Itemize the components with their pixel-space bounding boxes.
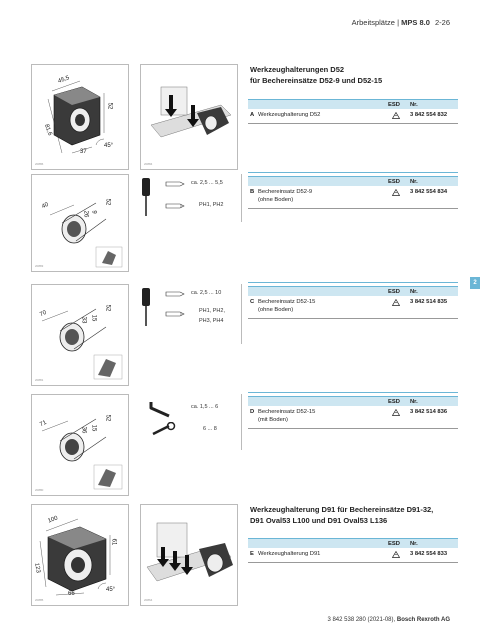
table-a-header bbox=[248, 99, 458, 109]
page-header bbox=[352, 18, 450, 27]
dim-b-length: 40 bbox=[41, 201, 50, 211]
drawing-b-dimensioned bbox=[31, 174, 129, 272]
dim-e-depth: 66 bbox=[68, 591, 75, 597]
header-sep: | bbox=[397, 18, 400, 27]
dim-c-outer: 33 bbox=[80, 316, 87, 324]
drawing-e-mounted bbox=[140, 504, 238, 606]
rule bbox=[248, 282, 458, 283]
row-nr: 3 842 554 834 bbox=[410, 189, 448, 195]
col-nr: Nr. bbox=[410, 178, 418, 185]
dim-b-height: 52 bbox=[104, 198, 111, 206]
esd-icon bbox=[392, 189, 400, 196]
tool-compat-c bbox=[135, 284, 242, 344]
drawing-a-caption: 20886 bbox=[35, 162, 44, 166]
dim-b-outer: 26 bbox=[82, 210, 89, 218]
group-a-title bbox=[250, 64, 382, 86]
footer-docnum: 3 842 538 280 (2021-08), bbox=[327, 617, 396, 623]
table-d bbox=[248, 396, 458, 430]
dim-d-inner: 15 bbox=[90, 424, 97, 432]
drawing-a-caption-right: 20884 bbox=[144, 162, 153, 166]
dim-e-length: 123 bbox=[33, 562, 41, 574]
group-e-title-line1: Werkzeughalterung D91 für Bechereinsätze D91-32, bbox=[250, 505, 434, 514]
holder-d91-mounted-illustration bbox=[141, 505, 237, 605]
dim-a-height: 52 bbox=[106, 102, 113, 110]
row-letter: D bbox=[250, 409, 255, 415]
row-letter: C bbox=[250, 299, 255, 305]
flat-bit-icon bbox=[165, 180, 185, 188]
table-row[interactable] bbox=[248, 406, 458, 429]
drawing-c-dimensioned bbox=[31, 284, 129, 386]
insert-d52-15-bottom-drawing bbox=[32, 395, 128, 495]
table-c bbox=[248, 286, 458, 320]
esd-icon bbox=[392, 299, 400, 306]
col-nr: Nr. bbox=[410, 101, 418, 108]
row-nr: 3 842 514 836 bbox=[410, 409, 448, 415]
group-e-title bbox=[250, 504, 433, 526]
rule bbox=[248, 392, 458, 393]
dim-d-length: 71 bbox=[39, 419, 48, 429]
row-text: Werkzeughalterung D52 bbox=[258, 112, 321, 118]
row-nr: 3 842 554 833 bbox=[410, 551, 448, 557]
group-a-title-line1: Werkzeughalterungen D52 bbox=[250, 65, 345, 74]
col-esd: ESD bbox=[388, 540, 400, 547]
row-letter: E bbox=[250, 551, 254, 557]
col-nr: Nr. bbox=[410, 288, 418, 295]
drawing-e-caption: 20885 bbox=[35, 598, 44, 602]
dim-e-angle: 45° bbox=[106, 587, 116, 593]
tool-d-range: ca. 1,5 ... 6 bbox=[191, 404, 219, 410]
row-text: Bechereinsatz D52-9 bbox=[258, 189, 313, 195]
table-e-header bbox=[248, 538, 458, 548]
row-letter: A bbox=[250, 112, 255, 118]
drawing-a-dimensioned bbox=[31, 64, 129, 170]
drawing-d-dimensioned bbox=[31, 394, 129, 496]
dim-c-inner: 15 bbox=[90, 314, 97, 322]
phillips-bit-icon bbox=[165, 202, 185, 210]
group-a-title-line2: für Bechereinsätze D52-9 und D52-15 bbox=[250, 76, 383, 85]
dim-c-height: 52 bbox=[104, 304, 111, 312]
table-c-header bbox=[248, 286, 458, 296]
footer-brand: Bosch Rexroth AG bbox=[396, 617, 450, 623]
col-nr: Nr. bbox=[410, 398, 418, 405]
drawing-e-dimensioned bbox=[31, 504, 129, 606]
table-d-header bbox=[248, 396, 458, 406]
drawing-b-caption: 20883 bbox=[35, 264, 44, 268]
table-row[interactable] bbox=[248, 548, 458, 563]
screwdriver-icon bbox=[139, 176, 153, 220]
header-page: 2-26 bbox=[434, 18, 450, 27]
row-text-2: (mit Boden) bbox=[258, 417, 288, 423]
page-footer bbox=[327, 617, 450, 623]
row-text: Werkzeughalterung D91 bbox=[258, 551, 321, 557]
dim-e-width: 100 bbox=[47, 515, 59, 525]
insert-d52-15-drawing bbox=[32, 285, 128, 385]
dim-c-length: 70 bbox=[39, 309, 48, 319]
chapter-tab[interactable]: 2 bbox=[470, 277, 480, 289]
row-text-2: (ohne Boden) bbox=[258, 307, 294, 313]
col-esd: ESD bbox=[388, 288, 400, 295]
dim-b-inner: 9 bbox=[90, 210, 97, 214]
group-e-title-line2: D91 Oval53 L100 und D91 Oval53 L136 bbox=[250, 516, 388, 525]
rule bbox=[248, 172, 458, 173]
flat-bit-icon bbox=[165, 290, 185, 298]
table-a bbox=[248, 99, 458, 129]
header-product: MPS 8.0 bbox=[401, 18, 430, 27]
esd-icon bbox=[392, 409, 400, 416]
table-row[interactable] bbox=[248, 296, 458, 319]
tool-compat-b bbox=[135, 174, 242, 222]
tool-b-bits: PH1, PH2 bbox=[199, 202, 224, 208]
col-esd: ESD bbox=[388, 178, 400, 185]
table-row[interactable] bbox=[248, 186, 458, 209]
table-b-header bbox=[248, 176, 458, 186]
drawing-d-caption: 20880 bbox=[35, 488, 44, 492]
screwdriver-icon bbox=[139, 286, 153, 330]
drawing-c-caption: 20881 bbox=[35, 378, 44, 382]
dim-d-outer: 36 bbox=[80, 426, 87, 434]
dim-d-height: 52 bbox=[104, 414, 111, 422]
dim-a-depth: 37 bbox=[80, 149, 87, 155]
esd-icon bbox=[392, 551, 400, 558]
table-b bbox=[248, 176, 458, 210]
row-nr: 3 842 554 832 bbox=[410, 112, 448, 118]
tool-c-bits-1: PH1, PH2, bbox=[199, 308, 225, 314]
col-esd: ESD bbox=[388, 101, 400, 108]
dim-a-width: 45,5 bbox=[57, 75, 71, 85]
header-section: Arbeitsplätze bbox=[351, 18, 395, 27]
holder-d52-mounted-illustration bbox=[141, 65, 237, 169]
row-text: Bechereinsatz D52-15 bbox=[258, 409, 316, 415]
dim-e-height: 61 bbox=[110, 538, 117, 546]
tool-compat-d bbox=[135, 394, 242, 450]
row-text-2: (ohne Boden) bbox=[258, 197, 294, 203]
dim-a-length: 81,6 bbox=[43, 123, 53, 137]
wrench-icon bbox=[149, 422, 177, 438]
table-e bbox=[248, 538, 458, 568]
row-text: Bechereinsatz D52-15 bbox=[258, 299, 316, 305]
drawing-a-mounted bbox=[140, 64, 238, 170]
insert-d52-9-drawing bbox=[32, 175, 128, 271]
drawing-e-caption-right: 20864 bbox=[144, 598, 153, 602]
tool-c-bits-2: PH3, PH4 bbox=[199, 318, 224, 324]
tool-b-range: ca. 2,5 ... 5,5 bbox=[191, 180, 223, 186]
allen-key-icon bbox=[147, 398, 173, 418]
phillips-bit-icon bbox=[165, 310, 185, 318]
dim-a-angle: 45° bbox=[104, 143, 114, 149]
tool-d-bits: 6 ... 8 bbox=[203, 426, 217, 432]
tool-c-range: ca. 2,5 ... 10 bbox=[191, 290, 222, 296]
table-row[interactable] bbox=[248, 109, 458, 124]
row-letter: B bbox=[250, 189, 255, 195]
col-nr: Nr. bbox=[410, 540, 418, 547]
esd-icon bbox=[392, 112, 400, 119]
row-nr: 3 842 514 835 bbox=[410, 299, 448, 305]
col-esd: ESD bbox=[388, 398, 400, 405]
